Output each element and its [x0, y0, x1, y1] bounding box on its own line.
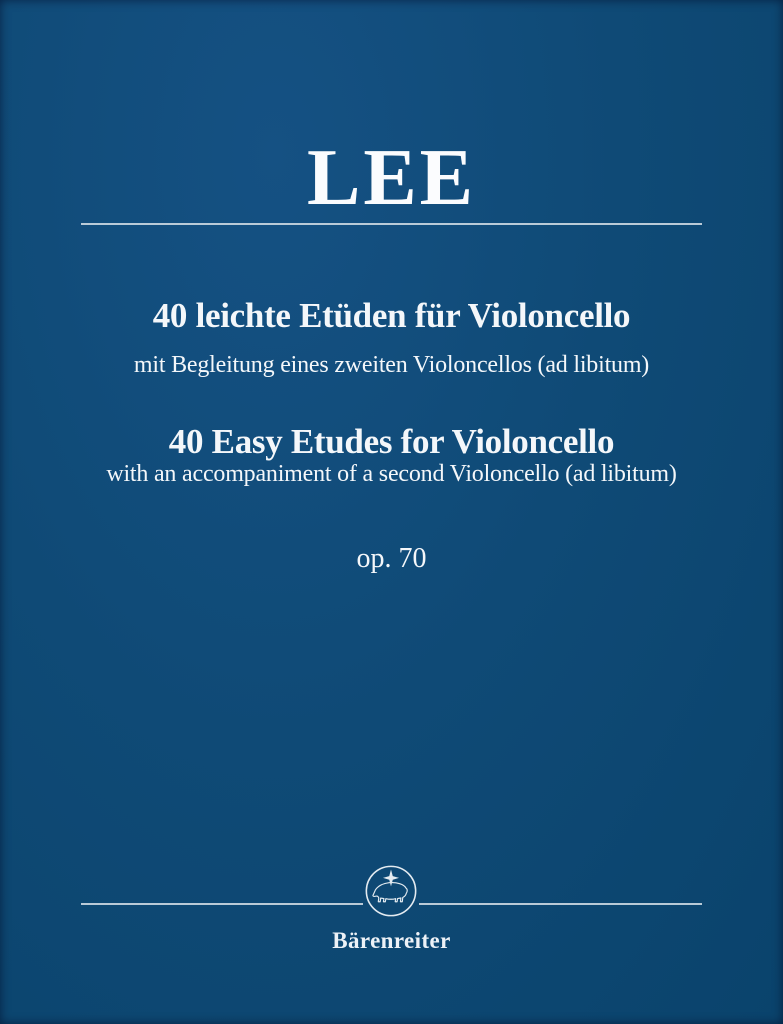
- baerenreiter-bear-and-star-logo-icon: [363, 863, 419, 919]
- english-subtitle: with an accompaniment of a second Violoncello (ad libitum): [106, 461, 677, 487]
- german-title: 40 leichte Etüden für Violoncello: [152, 296, 631, 335]
- top-divider-rule: [81, 223, 702, 225]
- composer-name: LEE: [306, 134, 477, 222]
- bottom-divider-rule-left: [81, 903, 363, 905]
- bottom-divider-rule-right: [419, 903, 702, 905]
- bear-glyph-icon: [373, 883, 407, 902]
- english-title: 40 Easy Etudes for Violoncello: [168, 422, 615, 461]
- german-subtitle: mit Begleitung eines zweiten Violoncellos (ad libitum): [133, 352, 650, 378]
- publisher-name: Bärenreiter: [332, 928, 451, 953]
- opus-number: op. 70: [356, 543, 427, 574]
